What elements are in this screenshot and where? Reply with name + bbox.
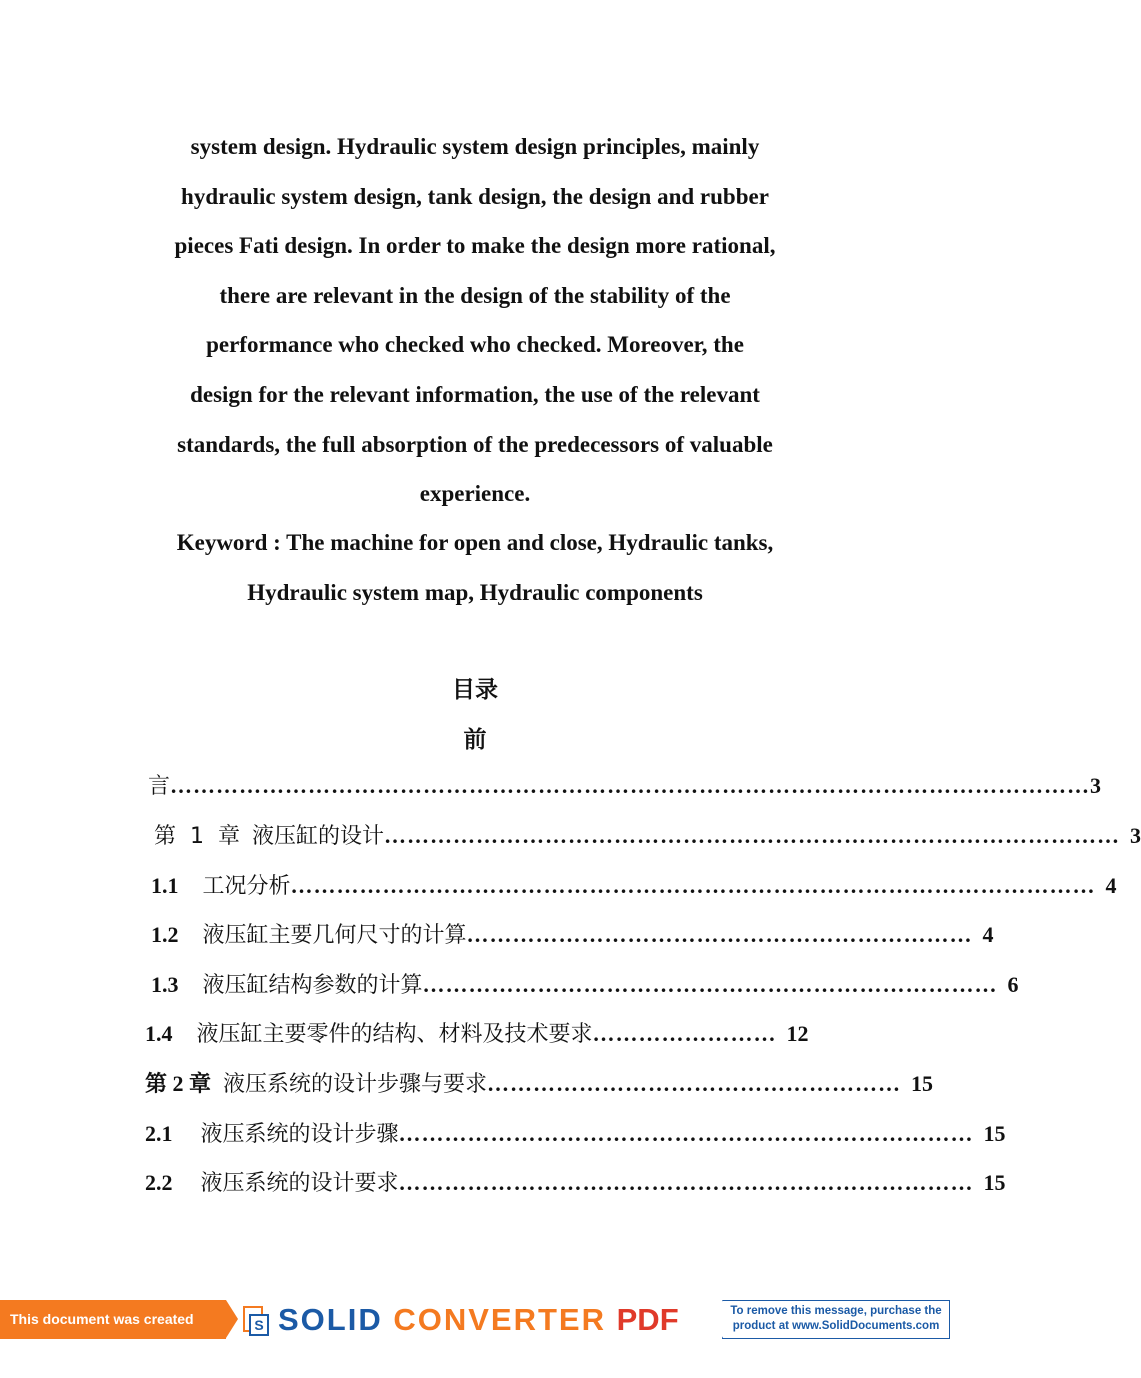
abstract-line: experience.	[419, 481, 531, 507]
toc-entry-number: 第 1 章	[154, 824, 240, 849]
toc-entry-label: 言	[148, 774, 171, 799]
brand-pdf: PDF	[616, 1302, 679, 1337]
toc-entry-1-2[interactable]	[151, 918, 994, 949]
notice-line-1: To remove this message, purchase the	[730, 1305, 942, 1317]
abstract-line: pieces Fati design. In order to make the design more rational,	[174, 233, 776, 259]
toc-entry-page: 3	[1130, 823, 1141, 848]
toc-leader-dots: ……………………………………………………………………………………………	[290, 873, 1096, 898]
toc-entry-1-3[interactable]	[151, 968, 1019, 999]
solid-converter-logo-icon	[243, 1304, 267, 1336]
toc-entry-chapter-2[interactable]	[145, 1067, 934, 1098]
toc-entry-number: 1.2	[151, 922, 179, 947]
abstract-line: performance who checked who checked. Moreover, the	[206, 332, 744, 358]
abstract-line: there are relevant in the design of the stability of the	[219, 282, 731, 308]
toc-entry-page: 4	[982, 922, 994, 947]
converter-watermark-banner	[0, 1300, 950, 1366]
toc-leader-dots: …………………………………………………………………	[398, 1170, 974, 1195]
toc-entry-label: 液压缸主要零件的结构、材料及技术要求	[196, 1022, 593, 1047]
toc-entry-page: 15	[911, 1071, 934, 1096]
toc-entry-label: 液压缸主要几何尺寸的计算	[202, 923, 467, 948]
keyword-line-2: Hydraulic system map, Hydraulic components	[247, 579, 703, 605]
toc-leader-dots: ………………………………………………	[487, 1071, 902, 1096]
abstract-line: hydraulic system design, tank design, the design and rubber	[181, 183, 769, 209]
toc-leader-dots: …………………………………………………………………	[422, 972, 998, 997]
toc-entry-chapter-1[interactable]	[154, 819, 1141, 850]
brand-converter: CONVERTER	[393, 1302, 606, 1337]
solid-converter-brand	[278, 1301, 679, 1339]
abstract-paragraph	[140, 122, 810, 519]
keyword-line-1: Keyword : The machine for open and close, Hydraulic tanks,	[176, 530, 774, 555]
notice-line-2: product at www.SolidDocuments.com	[732, 1320, 940, 1332]
keyword-paragraph	[140, 518, 810, 617]
toc-entry-1-4[interactable]	[145, 1017, 809, 1048]
purchase-notice-link[interactable]	[722, 1300, 950, 1339]
toc-leader-dots: ……………………………………………………………………………………	[384, 823, 1120, 848]
toc-entry-2-1[interactable]	[145, 1117, 1006, 1148]
toc-entry-number: 2.1	[145, 1121, 173, 1146]
toc-entry-number: 1.4	[145, 1021, 173, 1046]
toc-entry-2-2[interactable]	[145, 1166, 1006, 1197]
toc-title: 目录	[452, 677, 498, 703]
logo-s-letter: S	[249, 1314, 269, 1336]
toc-leader-dots: …………………………………………………………	[466, 922, 973, 947]
toc-entry-preface[interactable]	[148, 769, 1102, 800]
toc-leader-dots: …………………………………………………………………………………………………………	[170, 773, 1091, 798]
brand-solid: SOLID	[278, 1302, 383, 1337]
toc-entry-page: 3	[1090, 773, 1102, 798]
toc-entry-number: 第 2 章	[145, 1071, 212, 1096]
created-using-text: This document was created using	[0, 1300, 226, 1339]
toc-leader-dots: ……………………	[592, 1021, 777, 1046]
abstract-line: design for the relevant information, the use of the relevant	[190, 381, 760, 407]
toc-preface-first-char: 前	[463, 727, 487, 753]
toc-entry-page: 15	[983, 1121, 1006, 1146]
toc-entry-label: 液压缸结构参数的计算	[202, 973, 423, 998]
toc-entry-page: 12	[786, 1021, 809, 1046]
toc-entry-label: 工况分析	[202, 874, 291, 899]
toc-entry-number: 1.3	[151, 972, 179, 997]
abstract-line: system design. Hydraulic system design principles, mainly	[190, 134, 760, 159]
toc-entry-page: 4	[1105, 873, 1117, 898]
toc-entry-number: 1.1	[151, 873, 179, 898]
toc-entry-label: 液压系统的设计步骤	[200, 1122, 399, 1147]
toc-entry-label: 液压系统的设计要求	[200, 1171, 399, 1196]
toc-entry-number: 2.2	[145, 1170, 173, 1195]
toc-entry-label: 液压系统的设计步骤与要求	[223, 1072, 488, 1097]
abstract-line: standards, the full absorption of the predecessors of valuable	[177, 431, 773, 457]
toc-entry-label: 液压缸的设计	[251, 824, 384, 849]
toc-leader-dots: …………………………………………………………………	[398, 1121, 974, 1146]
toc-entry-1-1[interactable]	[151, 869, 1117, 900]
banner-arrow	[226, 1300, 238, 1338]
toc-entry-page: 15	[983, 1170, 1006, 1195]
toc-entry-page: 6	[1007, 972, 1019, 997]
